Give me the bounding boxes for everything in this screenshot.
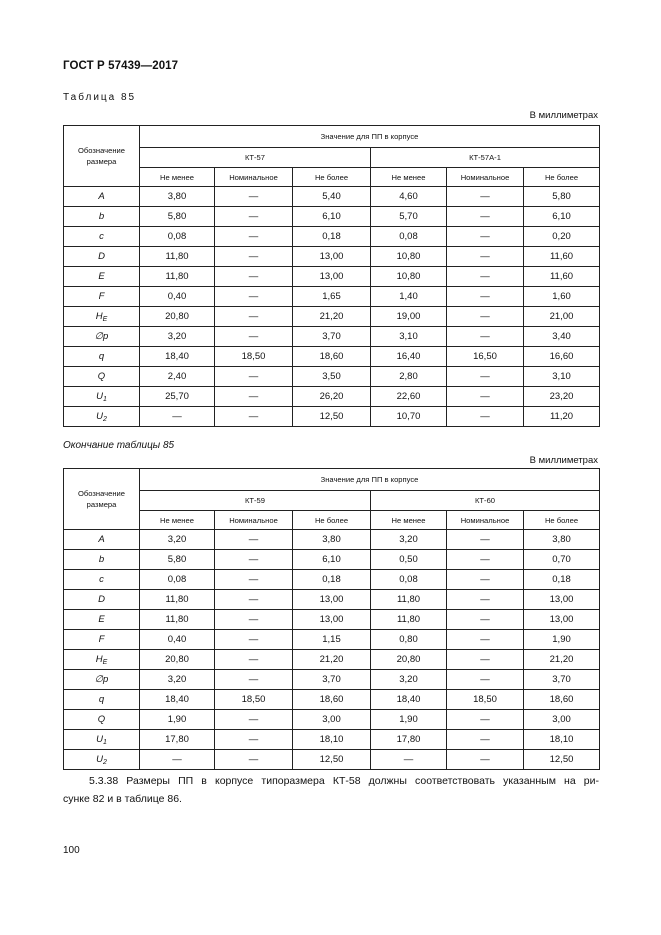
value-cell: 21,20	[293, 650, 371, 670]
dimension-symbol	[64, 550, 140, 570]
value-cell: —	[447, 307, 524, 327]
value-cell: 10,80	[371, 247, 447, 267]
value-cell: 5,70	[371, 207, 447, 227]
table-row	[64, 367, 600, 387]
table-row	[64, 590, 600, 610]
value-cell: 3,50	[293, 367, 371, 387]
table1-caption: Таблица 85	[63, 92, 137, 103]
value-cell: 11,80	[140, 610, 215, 630]
value-cell: 0,08	[140, 227, 215, 247]
table1-units: В миллиметрах	[529, 110, 598, 121]
symbol-text: b	[98, 211, 105, 222]
symbol-text: b	[98, 554, 105, 565]
subheader: Не более	[524, 168, 600, 187]
value-cell: —	[215, 327, 293, 347]
variant-header: КТ-57А-1	[371, 148, 600, 168]
value-cell: 18,10	[524, 730, 600, 750]
dimension-symbol	[64, 247, 140, 267]
table-row	[64, 710, 600, 730]
dimension-symbol	[64, 690, 140, 710]
value-cell: 5,40	[293, 187, 371, 207]
value-cell: 0,50	[371, 550, 447, 570]
value-cell: 3,20	[140, 327, 215, 347]
value-cell: 19,00	[371, 307, 447, 327]
value-cell: 0,08	[140, 570, 215, 590]
table2-caption: Окончание таблицы 85	[63, 440, 175, 451]
value-cell: 1,60	[524, 287, 600, 307]
symbol-text: A	[98, 191, 105, 202]
dimension-symbol	[64, 307, 140, 327]
value-cell: 1,90	[371, 710, 447, 730]
value-cell: 3,00	[293, 710, 371, 730]
value-cell: —	[215, 750, 293, 770]
value-cell: 12,50	[293, 407, 371, 427]
symbol-text: c	[99, 231, 104, 242]
value-cell: 18,50	[215, 347, 293, 367]
value-cell: 10,70	[371, 407, 447, 427]
value-cell: 12,50	[293, 750, 371, 770]
value-cell: —	[215, 367, 293, 387]
value-cell: —	[215, 530, 293, 550]
value-cell: —	[215, 187, 293, 207]
symbol-text: U	[96, 733, 103, 745]
value-cell: 21,20	[524, 650, 600, 670]
value-cell: —	[215, 287, 293, 307]
value-cell: 13,00	[293, 247, 371, 267]
value-cell: —	[447, 207, 524, 227]
symbol-text: Q	[97, 371, 106, 382]
value-cell: 2,40	[140, 367, 215, 387]
value-cell: 1,15	[293, 630, 371, 650]
value-cell: —	[215, 227, 293, 247]
value-cell: 3,70	[293, 327, 371, 347]
dimension-symbol	[64, 327, 140, 347]
value-cell: —	[140, 750, 215, 770]
value-cell: —	[215, 730, 293, 750]
value-cell: —	[215, 247, 293, 267]
value-cell: —	[447, 227, 524, 247]
value-cell: —	[447, 730, 524, 750]
document-header: ГОСТ Р 57439—2017	[63, 60, 179, 72]
value-cell: 13,00	[524, 590, 600, 610]
value-cell: 5,80	[524, 187, 600, 207]
value-cell: —	[447, 367, 524, 387]
variant-header: КТ-60	[371, 491, 600, 511]
value-cell: 0,08	[371, 570, 447, 590]
table-row	[64, 347, 600, 367]
value-cell: 21,00	[524, 307, 600, 327]
value-cell: —	[215, 710, 293, 730]
value-cell: —	[447, 530, 524, 550]
value-cell: 20,80	[371, 650, 447, 670]
value-cell: 18,60	[293, 690, 371, 710]
value-cell: —	[447, 267, 524, 287]
value-cell: 6,10	[293, 550, 371, 570]
value-cell: 11,80	[140, 267, 215, 287]
value-cell: 18,40	[140, 690, 215, 710]
value-cell: 1,90	[524, 630, 600, 650]
value-cell: —	[447, 590, 524, 610]
value-cell: —	[447, 670, 524, 690]
value-cell: 0,08	[371, 227, 447, 247]
symbol-subscript: 2	[102, 415, 107, 423]
value-cell: 18,40	[371, 690, 447, 710]
table-row	[64, 550, 600, 570]
value-cell: 13,00	[293, 267, 371, 287]
table-row	[64, 267, 600, 287]
table-row	[64, 690, 600, 710]
dimension-symbol	[64, 207, 140, 227]
value-cell: 23,20	[524, 387, 600, 407]
value-cell: 0,20	[524, 227, 600, 247]
dimension-symbol	[64, 590, 140, 610]
value-cell: —	[447, 550, 524, 570]
value-cell: 11,60	[524, 267, 600, 287]
dimension-symbol	[64, 530, 140, 550]
value-cell: —	[447, 710, 524, 730]
value-cell: —	[215, 207, 293, 227]
value-cell: 11,80	[371, 590, 447, 610]
table-row	[64, 387, 600, 407]
table-row	[64, 207, 600, 227]
value-cell: 18,50	[215, 690, 293, 710]
value-cell: 13,00	[293, 590, 371, 610]
value-cell: 1,40	[371, 287, 447, 307]
symbol-text: D	[98, 594, 105, 605]
value-cell: —	[215, 307, 293, 327]
value-cell: 5,80	[140, 207, 215, 227]
subheader: Не более	[293, 511, 371, 530]
value-cell: 20,80	[140, 650, 215, 670]
paragraph-line: сунке 82 и в таблице 86.	[63, 793, 182, 805]
symbol-text: ∅p	[94, 331, 109, 342]
value-cell: 26,20	[293, 387, 371, 407]
value-cell: —	[447, 187, 524, 207]
value-cell: 12,50	[524, 750, 600, 770]
value-cell: 11,80	[140, 590, 215, 610]
value-cell: 3,80	[293, 530, 371, 550]
value-cell: —	[140, 407, 215, 427]
symbol-text: U	[96, 753, 103, 765]
value-cell: 0,18	[293, 227, 371, 247]
value-cell: 6,10	[293, 207, 371, 227]
value-cell: —	[447, 650, 524, 670]
value-cell: 3,20	[140, 670, 215, 690]
value-cell: 20,80	[140, 307, 215, 327]
value-cell: 3,70	[293, 670, 371, 690]
value-cell: 5,80	[140, 550, 215, 570]
dimension-symbol	[64, 750, 140, 770]
value-cell: 11,80	[140, 247, 215, 267]
value-cell: 0,70	[524, 550, 600, 570]
symbol-text: D	[98, 251, 105, 262]
table-row	[64, 650, 600, 670]
group-header: Значение для ПП в корпусе	[140, 126, 600, 148]
designation-header: Обозначение размера	[64, 469, 140, 530]
subheader: Не менее	[140, 511, 215, 530]
table-row	[64, 287, 600, 307]
value-cell: 3,70	[524, 670, 600, 690]
variant-header: КТ-57	[140, 148, 371, 168]
table-row	[64, 530, 600, 550]
symbol-subscript: E	[102, 658, 108, 666]
dimension-symbol	[64, 387, 140, 407]
value-cell: 3,80	[140, 187, 215, 207]
symbol-text: E	[98, 614, 105, 625]
table1	[63, 125, 600, 427]
subheader: Не более	[524, 511, 600, 530]
dimension-symbol	[64, 187, 140, 207]
value-cell: —	[215, 550, 293, 570]
value-cell: —	[215, 670, 293, 690]
value-cell: 0,18	[293, 570, 371, 590]
symbol-text: A	[98, 534, 105, 545]
value-cell: 17,80	[140, 730, 215, 750]
symbol-text: E	[98, 271, 105, 282]
value-cell: 0,80	[371, 630, 447, 650]
paragraph	[63, 772, 599, 808]
value-cell: —	[447, 407, 524, 427]
value-cell: —	[447, 750, 524, 770]
group-header: Значение для ПП в корпусе	[140, 469, 600, 491]
value-cell: 4,60	[371, 187, 447, 207]
symbol-subscript: 1	[102, 738, 107, 746]
table-row	[64, 630, 600, 650]
subheader: Номинальное	[447, 511, 524, 530]
dimension-symbol	[64, 650, 140, 670]
table-row	[64, 187, 600, 207]
value-cell: 3,20	[140, 530, 215, 550]
dimension-symbol	[64, 407, 140, 427]
dimension-symbol	[64, 367, 140, 387]
value-cell: 6,10	[524, 207, 600, 227]
dimension-symbol	[64, 670, 140, 690]
symbol-text: H	[95, 310, 103, 322]
value-cell: 18,50	[447, 690, 524, 710]
table-row	[64, 327, 600, 347]
value-cell: 11,20	[524, 407, 600, 427]
value-cell: 21,20	[293, 307, 371, 327]
table-row	[64, 407, 600, 427]
symbol-text: q	[98, 694, 105, 705]
value-cell: 11,60	[524, 247, 600, 267]
subheader: Не менее	[371, 511, 447, 530]
subheader: Номинальное	[447, 168, 524, 187]
value-cell: —	[215, 407, 293, 427]
symbol-text: F	[98, 634, 105, 645]
value-cell: —	[215, 570, 293, 590]
value-cell: 0,40	[140, 630, 215, 650]
value-cell: 3,80	[524, 530, 600, 550]
value-cell: —	[215, 630, 293, 650]
value-cell: 0,40	[140, 287, 215, 307]
value-cell: 16,50	[447, 347, 524, 367]
value-cell: —	[447, 327, 524, 347]
value-cell: —	[447, 630, 524, 650]
value-cell: 1,90	[140, 710, 215, 730]
dimension-symbol	[64, 570, 140, 590]
dimension-symbol	[64, 610, 140, 630]
value-cell: —	[371, 750, 447, 770]
value-cell: 18,60	[524, 690, 600, 710]
subheader: Номинальное	[215, 511, 293, 530]
symbol-text: U	[96, 390, 103, 402]
value-cell: —	[447, 610, 524, 630]
table-row	[64, 610, 600, 630]
symbol-text: ∅p	[94, 674, 109, 685]
paragraph-line: 5.3.38 Размеры ПП в корпусе типоразмера КТ-58 должны соответствовать указанным на ри-	[89, 775, 599, 787]
value-cell: 2,80	[371, 367, 447, 387]
table-row	[64, 730, 600, 750]
table2-units: В миллиметрах	[529, 455, 598, 466]
symbol-text: c	[99, 574, 104, 585]
table2	[63, 468, 600, 770]
value-cell: —	[215, 387, 293, 407]
symbol-text: q	[98, 351, 105, 362]
dimension-symbol	[64, 710, 140, 730]
value-cell: —	[447, 287, 524, 307]
variant-header: КТ-59	[140, 491, 371, 511]
designation-header: Обозначение размера	[64, 126, 140, 187]
dimension-symbol	[64, 267, 140, 287]
value-cell: —	[447, 570, 524, 590]
table-row	[64, 570, 600, 590]
symbol-text: U	[96, 410, 103, 422]
value-cell: 22,60	[371, 387, 447, 407]
value-cell: 18,40	[140, 347, 215, 367]
table-row	[64, 247, 600, 267]
value-cell: 3,40	[524, 327, 600, 347]
value-cell: 3,10	[524, 367, 600, 387]
value-cell: 3,00	[524, 710, 600, 730]
symbol-text: Q	[97, 714, 106, 725]
dimension-symbol	[64, 287, 140, 307]
subheader: Не более	[293, 168, 371, 187]
value-cell: —	[215, 650, 293, 670]
symbol-text: F	[98, 291, 105, 302]
dimension-symbol	[64, 730, 140, 750]
dimension-symbol	[64, 347, 140, 367]
page-number: 100	[63, 845, 80, 856]
value-cell: —	[215, 590, 293, 610]
value-cell: —	[447, 387, 524, 407]
value-cell: 16,60	[524, 347, 600, 367]
table-row	[64, 307, 600, 327]
value-cell: 25,70	[140, 387, 215, 407]
value-cell: 0,18	[524, 570, 600, 590]
value-cell: 3,20	[371, 670, 447, 690]
value-cell: 18,60	[293, 347, 371, 367]
value-cell: 1,65	[293, 287, 371, 307]
symbol-subscript: 2	[102, 758, 107, 766]
value-cell: 17,80	[371, 730, 447, 750]
value-cell: 18,10	[293, 730, 371, 750]
value-cell: —	[447, 247, 524, 267]
subheader: Номинальное	[215, 168, 293, 187]
symbol-subscript: E	[102, 315, 108, 323]
table-row	[64, 750, 600, 770]
symbol-text: H	[95, 653, 103, 665]
table-row	[64, 227, 600, 247]
value-cell: 3,10	[371, 327, 447, 347]
subheader: Не менее	[140, 168, 215, 187]
value-cell: 16,40	[371, 347, 447, 367]
dimension-symbol	[64, 630, 140, 650]
symbol-subscript: 1	[102, 395, 107, 403]
value-cell: 13,00	[293, 610, 371, 630]
value-cell: —	[215, 267, 293, 287]
value-cell: 11,80	[371, 610, 447, 630]
value-cell: 3,20	[371, 530, 447, 550]
value-cell: —	[215, 610, 293, 630]
value-cell: 10,80	[371, 267, 447, 287]
subheader: Не менее	[371, 168, 447, 187]
value-cell: 13,00	[524, 610, 600, 630]
table-row	[64, 670, 600, 690]
dimension-symbol	[64, 227, 140, 247]
